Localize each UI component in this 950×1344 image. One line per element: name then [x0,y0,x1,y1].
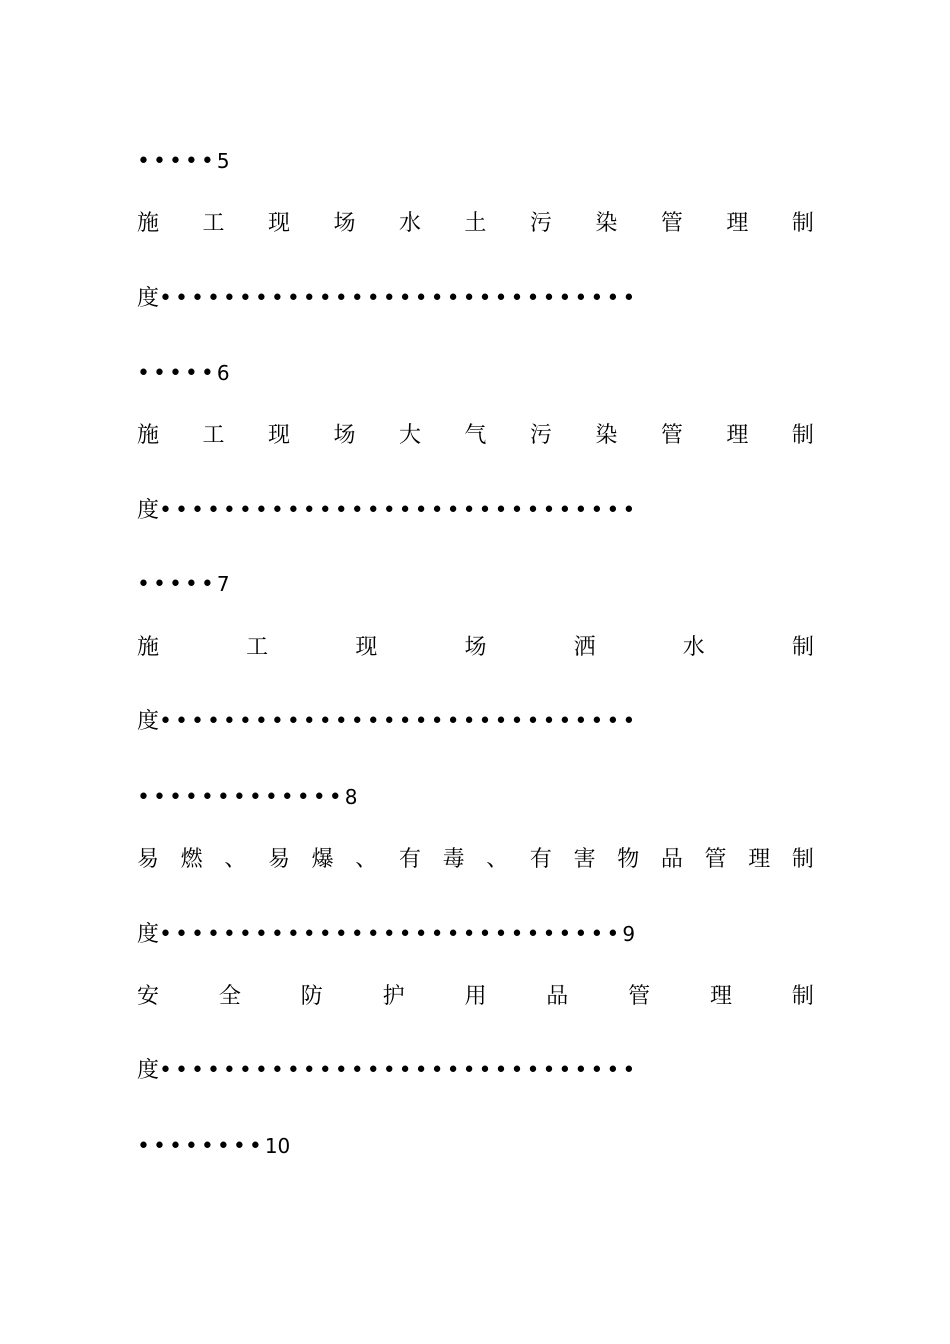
page-number: 7 [216,572,230,596]
title-char: 施 [137,635,160,660]
title-char: 燃 [180,847,203,872]
toc-entry-page-line [137,358,814,389]
title-char: 易 [137,847,160,872]
title-char: 度 [137,498,160,523]
toc-entry-title [137,421,814,451]
title-char: 有 [529,847,552,872]
title-char: 污 [529,423,552,448]
title-char: 理 [726,211,749,236]
title-char: 土 [464,211,487,236]
toc-entry-title [137,845,814,875]
leader-dots: ••••• [137,149,217,174]
title-char: 施 [137,211,160,236]
page-number: 8 [344,785,358,809]
title-char: 场 [333,423,356,448]
leader-dots: ••••• [137,361,217,386]
title-char: 工 [202,423,225,448]
page-number: 10 [264,1134,291,1158]
title-char: 洒 [573,635,596,660]
title-char: 度 [137,709,160,734]
title-char: 有 [398,847,421,872]
title-char: 、 [355,847,378,872]
title-char: 水 [682,635,705,660]
toc-entry-title [137,209,814,239]
title-char: 水 [398,211,421,236]
title-char: 工 [202,211,225,236]
page-number: 6 [216,361,230,385]
title-char: 理 [748,847,771,872]
page-number: 9 [622,922,636,946]
toc-entry-leader-line [137,496,814,526]
title-char: 、 [224,847,247,872]
leader-dots: ••••••••••••• [137,785,345,810]
title-char: 制 [791,211,814,236]
title-char: 现 [267,211,290,236]
title-char: 理 [710,984,733,1009]
title-char: 制 [791,423,814,448]
toc-entry-leader-line [137,284,814,314]
toc-entry-page-line [137,782,814,813]
toc-entry-title [137,982,814,1012]
title-char: 染 [595,423,618,448]
title-char: 制 [791,635,814,660]
leader-dots: •••••••••••••••••••••••••••••• [159,498,639,523]
page-number: 5 [216,149,230,173]
title-char: 气 [464,423,487,448]
leader-dots: •••••••• [137,1134,265,1159]
title-char: 现 [267,423,290,448]
title-char: 品 [660,847,683,872]
title-char: 管 [628,984,651,1009]
title-char: 现 [355,635,378,660]
title-char: 工 [246,635,269,660]
title-char: 害 [573,847,596,872]
title-char: 管 [704,847,727,872]
title-char: 爆 [311,847,334,872]
title-char: 、 [486,847,509,872]
leader-dots: •••••••••••••••••••••••••••••• [159,709,639,734]
leader-dots: •••••••••••••••••••••••••••••• [159,286,639,311]
title-char: 全 [218,984,241,1009]
toc-entry-page-line [137,1131,814,1162]
toc-entry-leader-line [137,707,814,737]
title-char: 度 [137,922,160,947]
title-char: 染 [595,211,618,236]
leader-dots: ••••• [137,572,217,597]
title-char: 安 [137,984,160,1009]
title-char: 制 [791,984,814,1009]
leader-dots: •••••••••••••••••••••••••••••• [159,1058,639,1083]
title-char: 防 [300,984,323,1009]
leader-dots: ••••••••••••••••••••••••••••• [159,922,623,947]
title-char: 易 [267,847,290,872]
title-char: 度 [137,1058,160,1083]
title-char: 污 [529,211,552,236]
toc-entry-leader-line [137,919,814,950]
title-char: 场 [333,211,356,236]
toc-entry-title [137,633,814,663]
title-char: 施 [137,423,160,448]
title-char: 品 [546,984,569,1009]
title-char: 毒 [442,847,465,872]
toc-continuation-line [137,146,814,177]
title-char: 管 [660,211,683,236]
title-char: 场 [464,635,487,660]
title-char: 度 [137,286,160,311]
title-char: 护 [382,984,405,1009]
toc-entry-leader-line [137,1056,814,1086]
title-char: 理 [726,423,749,448]
title-char: 用 [464,984,487,1009]
toc-entry-page-line [137,569,814,600]
title-char: 管 [660,423,683,448]
title-char: 物 [617,847,640,872]
title-char: 制 [791,847,814,872]
title-char: 大 [398,423,421,448]
